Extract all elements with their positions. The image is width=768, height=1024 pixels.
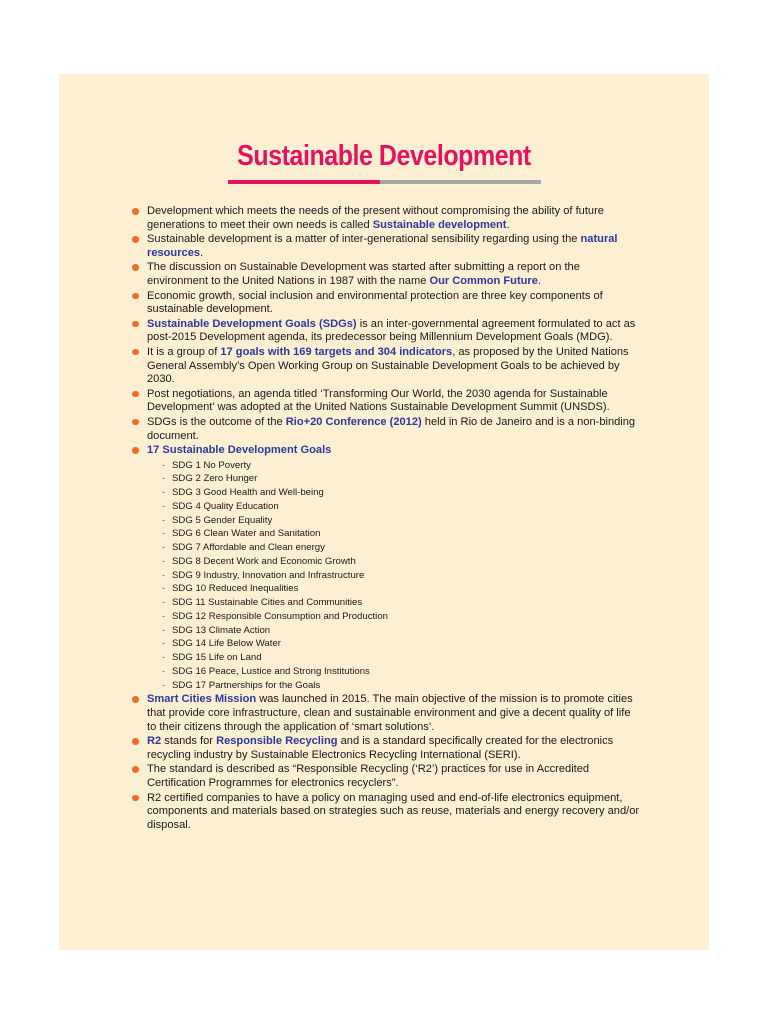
- bullet-item: Smart Cities Mission was launched in 2015. The main objective of the mission is to promote cities that provide core infrastructure, clean and sustainable environment and give a decent quality of life to their citizens through the application of ‘smart solutions’.: [132, 693, 642, 734]
- dash-icon: -: [162, 652, 166, 664]
- sdg-item: - SDG 3 Good Health and Well-being: [162, 487, 324, 499]
- sdg-item: - SDG 2 Zero Hunger: [162, 473, 258, 485]
- bullet-item: It is a group of 17 goals with 169 targets and 304 indicators, as proposed by the United Nations General Assembly’s Open Working Group on Sustainable Development Goals to be achieved by 2030.: [132, 346, 642, 387]
- dash-icon: -: [162, 487, 166, 499]
- sdg-item: - SDG 1 No Poverty: [162, 459, 251, 471]
- bullet-item: R2 stands for Responsible Recycling and is a standard specifically created for the electronics recycling industry by Sustainable Electronics Recycling International (SERI).: [132, 735, 642, 762]
- sdg-item: - SDG 14 Life Below Water: [162, 638, 281, 650]
- bullet-dot-icon: [132, 321, 139, 328]
- bullet-dot-icon: [132, 447, 139, 454]
- bullet-item: Development which meets the needs of the present without compromising the ability of future generations to meet their own needs is called Sustainable development.: [132, 205, 642, 232]
- bullet-dot-icon: [132, 696, 139, 703]
- dash-icon: -: [162, 610, 166, 622]
- bullet-list: [132, 205, 642, 833]
- bullet-dot-icon: [132, 391, 139, 398]
- sdg-item: - SDG 7 Affordable and Clean energy: [162, 542, 325, 554]
- highlight-term: R2: [147, 735, 162, 748]
- dash-icon: -: [162, 473, 166, 485]
- dash-icon: -: [162, 555, 166, 567]
- highlight-term: Smart Cities Mission: [147, 693, 257, 706]
- bullet-item: Post negotiations, an agenda titled ‘Transforming Our World, the 2030 agenda for Sustainable Development’ was adopted at the United Nations Sustainable Development Summit (UNSDS).: [132, 388, 642, 415]
- page-title: Sustainable Development: [237, 140, 531, 172]
- sdg-sublist: [147, 459, 642, 693]
- dash-icon: -: [162, 624, 166, 636]
- bullet-item: The standard is described as “Responsible Recycling (‘R2’) practices for use in Accredited Certification Programmes for electronics recyclers”.: [132, 763, 642, 790]
- bullet-dot-icon: [132, 293, 139, 300]
- bullet-item: Sustainable development is a matter of inter-generational sensibility regarding using the natural resources.: [132, 233, 642, 260]
- sdg-item: - SDG 4 Quality Education: [162, 500, 279, 512]
- dash-icon: -: [162, 583, 166, 595]
- dash-icon: -: [162, 597, 166, 609]
- highlight-term: Rio+20 Conference (2012): [285, 415, 422, 428]
- bullet-dot-icon: [132, 208, 139, 215]
- dash-icon: -: [162, 542, 166, 554]
- dash-icon: -: [162, 528, 166, 540]
- bullet-dot-icon: [132, 349, 139, 356]
- bullet-dot-icon: [132, 738, 139, 745]
- highlight-term: Our Common Future: [429, 274, 538, 287]
- dash-icon: -: [162, 679, 166, 691]
- dash-icon: -: [162, 665, 166, 677]
- bullet-item: Sustainable Development Goals (SDGs) is an inter-governmental agreement formulated to act as post-2015 Development agenda, its predecessor being Millennium Development Goals (MDG).: [132, 318, 642, 345]
- bullet-item: R2 certified companies to have a policy on managing used and end-of-life electronics equipment, components and materials based on strategies such as reuse, materials and energy recovery and/or disposal.: [132, 792, 642, 833]
- sdg-item: - SDG 8 Decent Work and Economic Growth: [162, 555, 356, 567]
- dash-icon: -: [162, 638, 166, 650]
- dash-icon: -: [162, 500, 166, 512]
- document-page: [59, 74, 709, 950]
- bullet-dot-icon: [132, 766, 139, 773]
- sdg-item: - SDG 9 Industry, Innovation and Infrastructure: [162, 569, 365, 581]
- sdg-item: - SDG 11 Sustainable Cities and Communities: [162, 597, 363, 609]
- sdg-item: - SDG 6 Clean Water and Sanitation: [162, 528, 321, 540]
- sdg-item: - SDG 13 Climate Action: [162, 624, 271, 636]
- highlight-term: Sustainable Development Goals (SDGs): [147, 317, 357, 330]
- dash-icon: -: [162, 569, 166, 581]
- bullet-dot-icon: [132, 236, 139, 243]
- bullet-item: SDGs is the outcome of the Rio+20 Conference (2012) held in Rio de Janeiro and is a non-binding document.: [132, 416, 642, 443]
- underline-grey-segment: [380, 180, 541, 184]
- highlight-term: Responsible Recycling: [216, 735, 338, 748]
- sdg-item: - SDG 5 Gender Equality: [162, 514, 273, 526]
- title-underline: [228, 180, 541, 184]
- highlight-term: natural resources: [147, 233, 618, 259]
- highlight-term: 17 goals with 169 targets and 304 indicators: [220, 345, 453, 358]
- dash-icon: -: [162, 459, 166, 471]
- sdg-item: - SDG 15 Life on Land: [162, 652, 262, 664]
- highlight-term: 17 Sustainable Development Goals: [147, 444, 332, 457]
- bullet-dot-icon: [132, 419, 139, 426]
- bullet-item: The discussion on Sustainable Development was started after submitting a report on the environment to the United Nations in 1987 with the name Our Common Future.: [132, 261, 642, 288]
- sdg-item: - SDG 12 Responsible Consumption and Production: [162, 610, 388, 622]
- sdg-item: - SDG 17 Partnerships for the Goals: [162, 679, 321, 691]
- bullet-dot-icon: [132, 264, 139, 271]
- highlight-term: Sustainable development: [372, 218, 507, 231]
- bullet-dot-icon: [132, 795, 139, 802]
- sdg-item: - SDG 10 Reduced Inequalities: [162, 583, 299, 595]
- underline-red-segment: [228, 180, 380, 184]
- bullet-item: [132, 444, 642, 692]
- sdg-item: - SDG 16 Peace, Lustice and Strong Institutions: [162, 665, 370, 677]
- bullet-item: Economic growth, social inclusion and environmental protection are three key components of sustainable development.: [132, 290, 642, 317]
- dash-icon: -: [162, 514, 166, 526]
